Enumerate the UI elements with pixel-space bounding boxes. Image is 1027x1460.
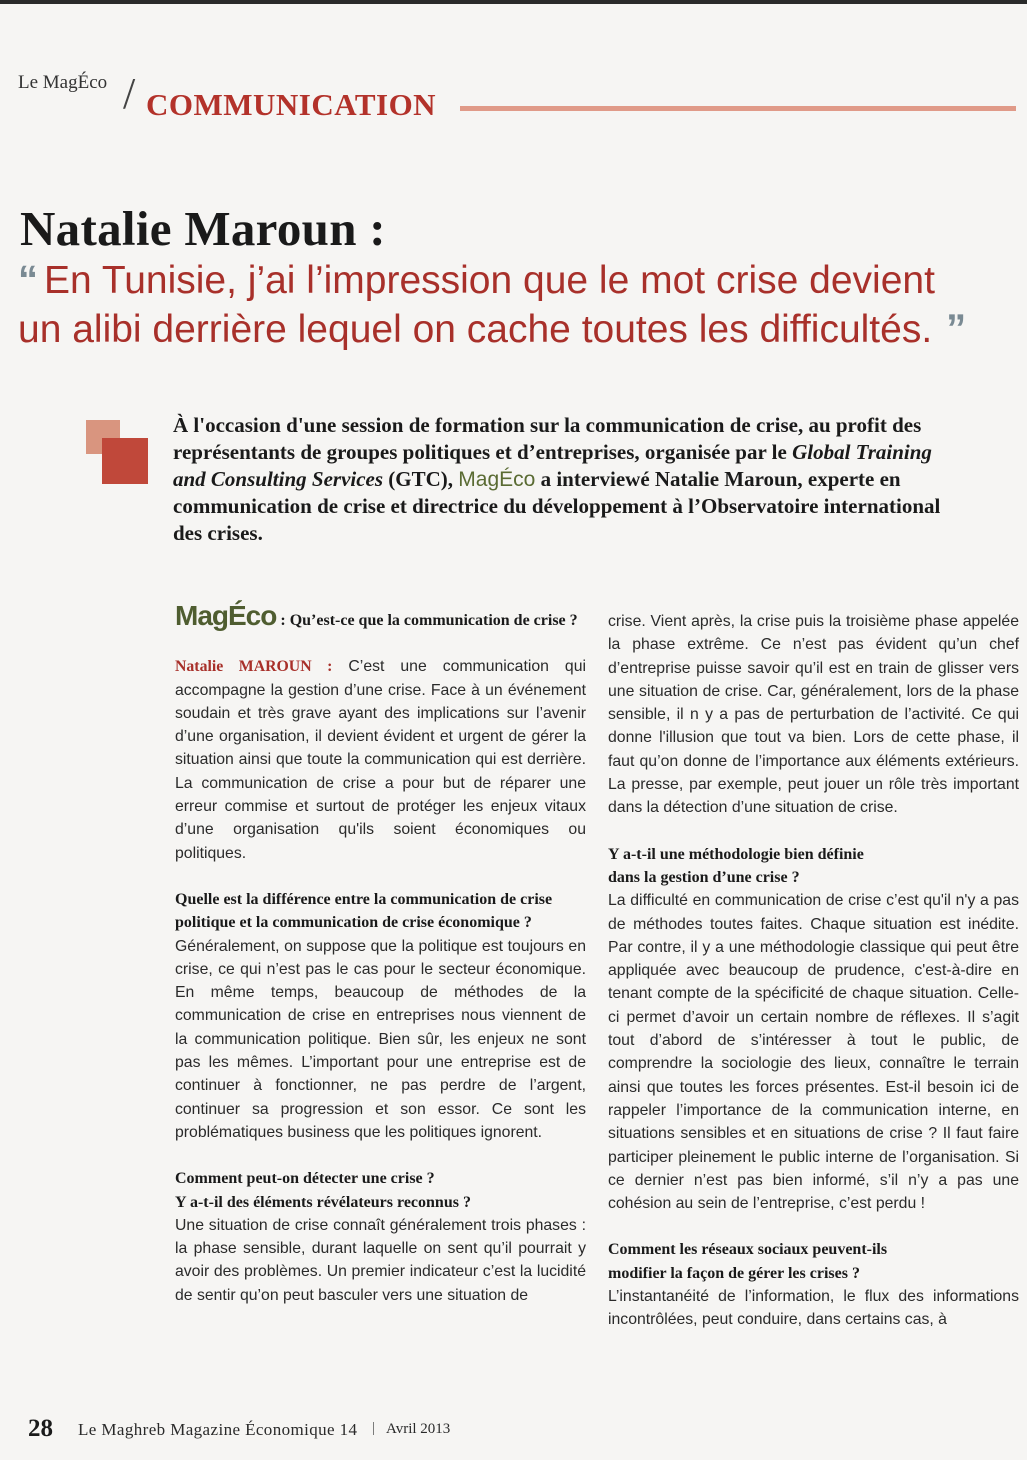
intro-text-1: À l'occasion d'une session de formation sur la communication de crise, au profit des représentants de groupes politiques et d’entreprises, organisée par le [173, 413, 922, 464]
speaker-name: Natalie MAROUN : [175, 658, 333, 676]
question-1-text: : Qu’est-ce que la communication de crise ? [276, 612, 578, 629]
section-title: COMMUNICATION [146, 87, 437, 122]
open-quote-icon: “ [18, 258, 38, 302]
intro-paragraph [173, 412, 963, 547]
footer-separator: | [372, 1420, 376, 1436]
brand-label: Le MagÉco [18, 72, 108, 93]
answer-5: L’instantanéité de l’information, le flux des informations incontrôlées, peut conduire, dans certains cas, à [608, 1288, 1019, 1329]
question-4b: dans la gestion d’une crise ? [608, 868, 800, 886]
header-slash: / [123, 69, 136, 118]
pull-quote [18, 256, 1008, 354]
top-border [0, 0, 1027, 4]
close-quote-icon: ” [946, 307, 967, 351]
answer-1-text: C’est une communication qui accompagne la gestion d’une crise. Face à un événement soudain et très grave ayant des implications sur l’avenir d’une organisation, il devient évident et urgent de gérer la situation ainsi que toute la communication qui est derrière. La communication de crise a pour but de réparer une erreur commise et surtout de protéger les enjeux vitaux d’une organisation qu'ils soient économiques ou politiques. [175, 658, 586, 862]
question-5b: modifier la façon de gérer les crises ? [608, 1264, 860, 1282]
answer-3: Une situation de crise connaît généralement trois phases : la phase sensible, durant laquelle on sent qu’il pourrait y avoir des problèmes. Un premier indicateur c’est la lucidité de sentir qu’on peut basculer vers une situation de [175, 1216, 586, 1304]
right-column [608, 610, 1019, 1332]
page-number: 28 [28, 1415, 53, 1442]
intro-text-3: a interviewé Natalie Maroun, experte en communication de crise et directrice du développement à l’Observatoire international des crises. [173, 467, 941, 545]
page-header [18, 70, 1018, 130]
decorative-squares [86, 420, 152, 486]
question-3b: Y a-t-il des éléments révélateurs reconnus ? [175, 1193, 471, 1211]
intro-mag-logo: MagÉco [458, 468, 536, 491]
answer-2: Généralement, on suppose que la politique est toujours en crise, ce qui n’est pas le cas pour le secteur économique. En même temps, beaucoup de méthodes de la communication de crise en entreprises nous viennent de la communication politique. Bien sûr, les enjeux ne sont pas les mêmes. L’important pour une entreprise est de continuer à fonctionner, ne pas perdre de l’argent, continuer sa progression et son essor. Ce sont les problématiques business que les politiques ignorent. [175, 937, 586, 1141]
answer-3-continued: crise. Vient après, la crise puis la troisième phase appelée la phase extrême. Ce n’est pas évident qu’un chef d’entreprise puisse savoir qu’il est en train de glisser vers une situation de crise. Car, généralement, lors de la phase sensible, il n y a pas de perturbation de l’activité. Ce qui donne l'illusion que tout va bien. Lors de cette phase, il faut qu’on donne de l’importance aux éléments extérieurs. La presse, par exemple, peut jouer un rôle très important dans la détection d’une situation de crise. [608, 613, 1019, 817]
intro-text-2: (GTC), [383, 467, 459, 491]
intro-organization: Global Training and Consulting Services [173, 440, 932, 491]
deco-square-dark [102, 438, 148, 484]
issue-date: Avril 2013 [386, 1421, 451, 1437]
magazine-name: Le Maghreb Magazine Économique 14 [78, 1420, 358, 1439]
answer-1 [175, 655, 586, 865]
question-5a: Comment les réseaux sociaux peuvent-ils [608, 1241, 888, 1259]
left-column [175, 600, 586, 1307]
question-1 [175, 600, 586, 632]
quote-line-1: En Tunisie, j’ai l’impression que le mot crise devient [44, 259, 935, 302]
question-3a: Comment peut-on détecter une crise ? [175, 1170, 435, 1188]
page-footer [28, 1415, 628, 1445]
quote-line-2: un alibi derrière lequel on cache toutes les difficultés. [18, 308, 933, 351]
question-2: Quelle est la différence entre la communication de crise politique et la communication de crise économique ? [175, 890, 553, 932]
answer-4: La difficulté en communication de crise c’est qu'il n'y a pas de méthodes toutes faites. Chaque situation est inédite. Par contre, il y a une méthodologie classique qui peut être appliquée avec beaucoup de prudence, c'est-à-dire en tenant compte de la spécificité de chaque situation. Celle-ci permet d’avoir un certain nombre de réflexes. Il s’agit tout d’abord de s’intéresser à tout le public, de comprendre la sociologie des lieux, connaître le terrain ainsi que toutes les forces présentes. Est-il besoin ici de rappeler l’importance de la communication interne, en situations sensibles et en situations de crise ? Il faut faire participer pleinement le public interne de l’organisation. Si ce dernier n’est pas bien informé, s’il n’y a pas une cohésion au sein de l’entreprise, c’est perdu ! [608, 892, 1019, 1213]
question-4a: Y a-t-il une méthodologie bien définie [608, 845, 864, 863]
article-title: Natalie Maroun : [20, 201, 386, 256]
header-rule [460, 106, 1016, 111]
mag-logo: MagÉco [175, 600, 277, 631]
